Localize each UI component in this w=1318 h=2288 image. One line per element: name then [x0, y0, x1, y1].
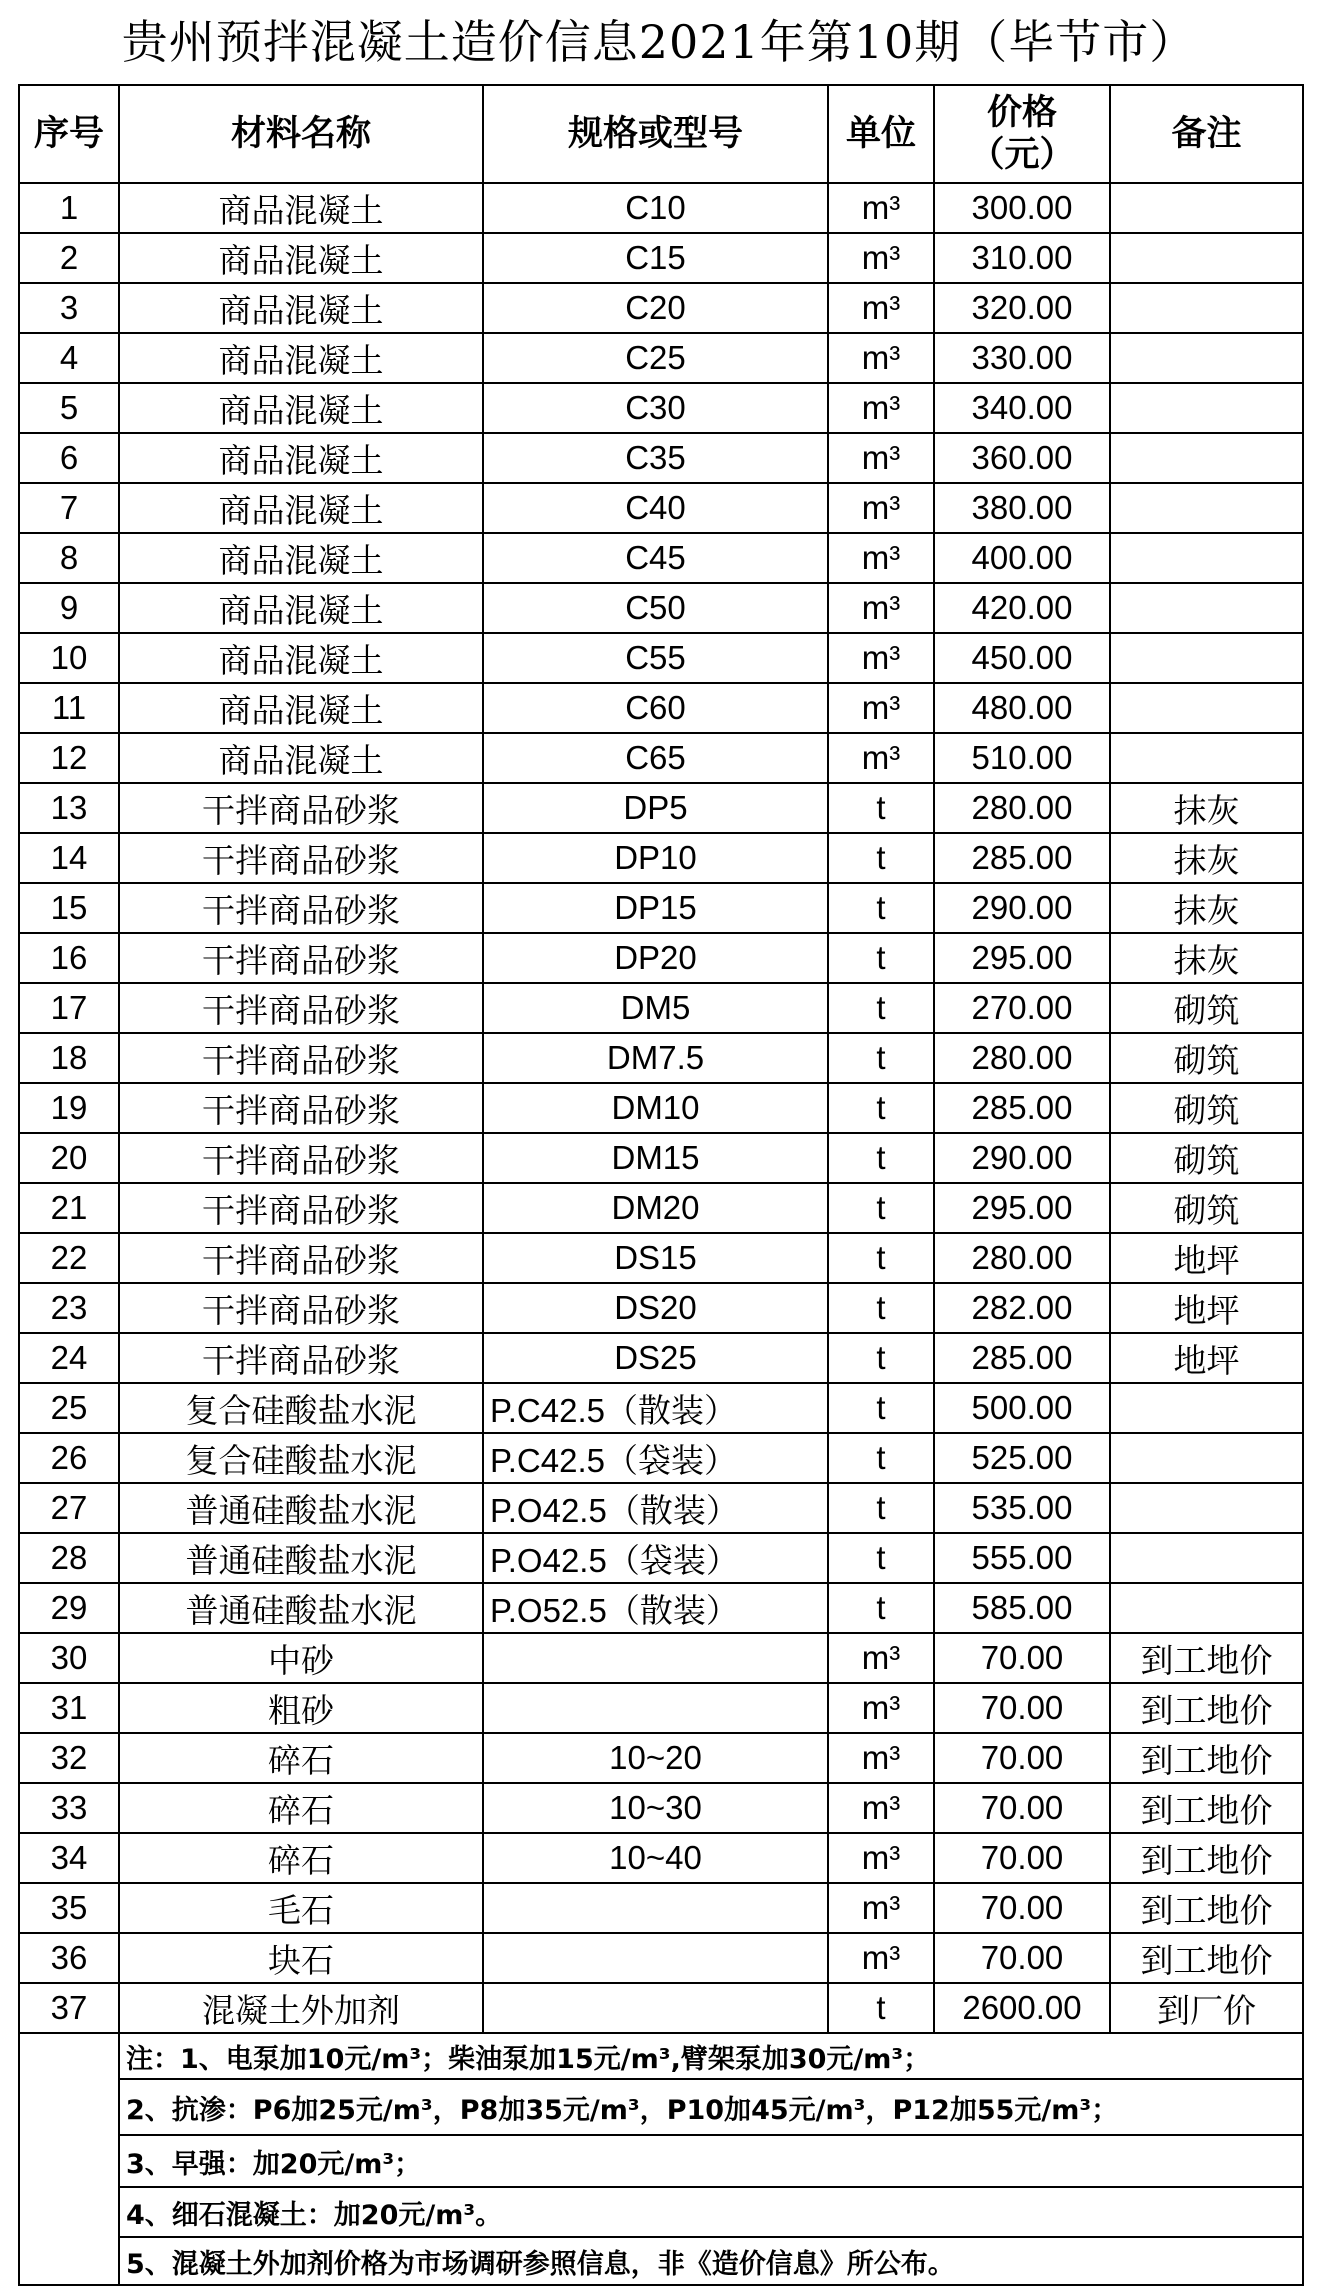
cell-unit: t [828, 1083, 934, 1133]
cell-price: 285.00 [934, 1333, 1110, 1383]
cell-unit: m³ [828, 1633, 934, 1683]
table-row [19, 1933, 1303, 1983]
cell-unit: t [828, 833, 934, 883]
cell-material-name: 粗砂 [119, 1683, 483, 1733]
cell-material-name: 碎石 [119, 1783, 483, 1833]
cell-price: 300.00 [934, 183, 1110, 233]
cell-no: 35 [19, 1883, 119, 1933]
cell-price: 290.00 [934, 883, 1110, 933]
cell-no: 4 [19, 333, 119, 383]
cell-price: 270.00 [934, 983, 1110, 1033]
cell-price: 555.00 [934, 1533, 1110, 1583]
table-row [19, 483, 1303, 533]
cell-material-name: 商品混凝土 [119, 533, 483, 583]
cell-price: 70.00 [934, 1783, 1110, 1833]
cell-material-name: 混凝土外加剂 [119, 1983, 483, 2033]
table-row [19, 583, 1303, 633]
cell-no: 22 [19, 1233, 119, 1283]
cell-remark: 到工地价 [1110, 1733, 1303, 1783]
page-title: 贵州预拌混凝土造价信息2021年第10期（毕节市） [121, 15, 1197, 69]
cell-no: 25 [19, 1383, 119, 1433]
table-row [19, 383, 1303, 433]
cell-unit: m³ [828, 583, 934, 633]
note-1: 注：1、电泵加10元/m³；柴油泵加15元/m³,臂架泵加30元/m³； [119, 2033, 1303, 2079]
cell-remark: 抹灰 [1110, 933, 1303, 983]
cell-material-name: 块石 [119, 1933, 483, 1983]
note-row [19, 2079, 1303, 2135]
cell-no: 6 [19, 433, 119, 483]
cell-spec [483, 1933, 828, 1983]
note-5: 5、混凝土外加剂价格为市场调研参照信息，非《造价信息》所公布。 [119, 2237, 1303, 2285]
cell-spec: C25 [483, 333, 828, 383]
cell-spec: C20 [483, 283, 828, 333]
cell-spec: P.C42.5（散装） [483, 1383, 828, 1433]
table-row [19, 783, 1303, 833]
cell-remark: 抹灰 [1110, 783, 1303, 833]
table-row [19, 633, 1303, 683]
table-row [19, 1283, 1303, 1333]
cell-material-name: 商品混凝土 [119, 683, 483, 733]
cell-spec: P.O42.5（散装） [483, 1483, 828, 1533]
cell-unit: t [828, 1533, 934, 1583]
cell-no: 18 [19, 1033, 119, 1083]
cell-unit: m³ [828, 1883, 934, 1933]
cell-remark: 到工地价 [1110, 1933, 1303, 1983]
cell-material-name: 中砂 [119, 1633, 483, 1683]
cell-no: 1 [19, 183, 119, 233]
note-blank-cell [19, 2033, 119, 2285]
cell-remark: 到工地价 [1110, 1633, 1303, 1683]
table-row [19, 1383, 1303, 1433]
cell-remark: 到工地价 [1110, 1783, 1303, 1833]
cell-spec: 10~40 [483, 1833, 828, 1883]
cell-remark [1110, 283, 1303, 333]
cell-remark: 砌筑 [1110, 1033, 1303, 1083]
cell-spec [483, 1683, 828, 1733]
cell-no: 13 [19, 783, 119, 833]
cell-material-name: 干拌商品砂浆 [119, 883, 483, 933]
cell-material-name: 商品混凝土 [119, 333, 483, 383]
cell-unit: m³ [828, 633, 934, 683]
cell-price: 480.00 [934, 683, 1110, 733]
cell-spec: DM5 [483, 983, 828, 1033]
cell-no: 16 [19, 933, 119, 983]
note-3: 3、早强：加20元/m³； [119, 2135, 1303, 2187]
table-row [19, 833, 1303, 883]
cell-unit: t [828, 1333, 934, 1383]
cell-remark: 砌筑 [1110, 983, 1303, 1033]
cell-price: 280.00 [934, 783, 1110, 833]
cell-no: 23 [19, 1283, 119, 1333]
cell-spec: DP15 [483, 883, 828, 933]
cell-material-name: 干拌商品砂浆 [119, 1233, 483, 1283]
cell-spec: C50 [483, 583, 828, 633]
cell-price: 510.00 [934, 733, 1110, 783]
cell-material-name: 干拌商品砂浆 [119, 833, 483, 883]
cell-unit: m³ [828, 483, 934, 533]
header-remark: 备注 [1110, 85, 1303, 183]
cell-remark [1110, 383, 1303, 433]
note-row [19, 2033, 1303, 2079]
cell-unit: m³ [828, 1683, 934, 1733]
cell-unit: m³ [828, 533, 934, 583]
cell-remark [1110, 583, 1303, 633]
table-row [19, 933, 1303, 983]
cell-spec [483, 1983, 828, 2033]
cell-material-name: 干拌商品砂浆 [119, 1333, 483, 1383]
header-unit: 单位 [828, 85, 934, 183]
cell-remark [1110, 533, 1303, 583]
cell-remark [1110, 1583, 1303, 1633]
cell-unit: m³ [828, 183, 934, 233]
cell-remark [1110, 1533, 1303, 1583]
table-row [19, 1733, 1303, 1783]
cell-material-name: 干拌商品砂浆 [119, 783, 483, 833]
cell-spec: C30 [483, 383, 828, 433]
table-row [19, 433, 1303, 483]
cell-unit: m³ [828, 1833, 934, 1883]
cell-spec: DM7.5 [483, 1033, 828, 1083]
cell-material-name: 复合硅酸盐水泥 [119, 1433, 483, 1483]
cell-no: 14 [19, 833, 119, 883]
cell-no: 8 [19, 533, 119, 583]
cell-spec: DM20 [483, 1183, 828, 1233]
cell-remark: 到工地价 [1110, 1683, 1303, 1733]
cell-remark [1110, 1433, 1303, 1483]
cell-unit: t [828, 1383, 934, 1433]
cell-unit: m³ [828, 283, 934, 333]
table-row [19, 1983, 1303, 2033]
cell-spec: P.O52.5（散装） [483, 1583, 828, 1633]
cell-no: 17 [19, 983, 119, 1033]
cell-material-name: 干拌商品砂浆 [119, 1183, 483, 1233]
note-4: 4、细石混凝土：加20元/m³。 [119, 2187, 1303, 2237]
cell-unit: m³ [828, 1783, 934, 1833]
cell-price: 535.00 [934, 1483, 1110, 1533]
cell-unit: t [828, 883, 934, 933]
table-row [19, 1583, 1303, 1633]
table-row [19, 1833, 1303, 1883]
cell-material-name: 干拌商品砂浆 [119, 1133, 483, 1183]
cell-remark: 地坪 [1110, 1283, 1303, 1333]
cell-spec: C55 [483, 633, 828, 683]
cell-price: 280.00 [934, 1033, 1110, 1083]
cell-remark: 到厂价 [1110, 1983, 1303, 2033]
cell-material-name: 普通硅酸盐水泥 [119, 1583, 483, 1633]
cell-price: 2600.00 [934, 1983, 1110, 2033]
cell-material-name: 碎石 [119, 1733, 483, 1783]
cell-remark [1110, 433, 1303, 483]
cell-price: 70.00 [934, 1883, 1110, 1933]
table-row [19, 283, 1303, 333]
cell-price: 450.00 [934, 633, 1110, 683]
cell-price: 290.00 [934, 1133, 1110, 1183]
header-name: 材料名称 [119, 85, 483, 183]
cell-unit: t [828, 1283, 934, 1333]
table-row [19, 1083, 1303, 1133]
cell-remark [1110, 233, 1303, 283]
cell-remark: 砌筑 [1110, 1183, 1303, 1233]
cell-price: 70.00 [934, 1833, 1110, 1883]
cell-no: 21 [19, 1183, 119, 1233]
cell-remark [1110, 183, 1303, 233]
cell-spec: DM10 [483, 1083, 828, 1133]
cell-material-name: 商品混凝土 [119, 383, 483, 433]
cell-material-name: 干拌商品砂浆 [119, 933, 483, 983]
cell-price: 360.00 [934, 433, 1110, 483]
table-row [19, 1883, 1303, 1933]
table-row [19, 1683, 1303, 1733]
cell-spec: DP10 [483, 833, 828, 883]
cell-unit: t [828, 1983, 934, 2033]
cell-spec: C45 [483, 533, 828, 583]
cell-no: 37 [19, 1983, 119, 2033]
table-row [19, 683, 1303, 733]
cell-price: 585.00 [934, 1583, 1110, 1633]
cell-remark [1110, 1383, 1303, 1433]
cell-material-name: 干拌商品砂浆 [119, 1283, 483, 1333]
cell-remark: 地坪 [1110, 1333, 1303, 1383]
cell-spec: P.C42.5（袋装） [483, 1433, 828, 1483]
header-no: 序号 [19, 85, 119, 183]
cell-unit: t [828, 1233, 934, 1283]
cell-no: 10 [19, 633, 119, 683]
cell-price: 70.00 [934, 1733, 1110, 1783]
table-row [19, 533, 1303, 583]
cell-price: 310.00 [934, 233, 1110, 283]
cell-material-name: 干拌商品砂浆 [119, 1083, 483, 1133]
cell-remark [1110, 733, 1303, 783]
note-2: 2、抗渗：P6加25元/m³，P8加35元/m³，P10加45元/m³，P12加55元/m³； [119, 2079, 1303, 2135]
cell-material-name: 商品混凝土 [119, 483, 483, 533]
cell-material-name: 商品混凝土 [119, 233, 483, 283]
cell-material-name: 普通硅酸盐水泥 [119, 1483, 483, 1533]
cell-spec: DS15 [483, 1233, 828, 1283]
cell-unit: m³ [828, 333, 934, 383]
cell-no: 30 [19, 1633, 119, 1683]
table-header-row [19, 85, 1303, 183]
cell-unit: t [828, 983, 934, 1033]
table-row [19, 1183, 1303, 1233]
cell-material-name: 干拌商品砂浆 [119, 983, 483, 1033]
table-row [19, 1233, 1303, 1283]
note-row [19, 2237, 1303, 2285]
cell-spec: 10~30 [483, 1783, 828, 1833]
cell-price: 525.00 [934, 1433, 1110, 1483]
cell-remark: 抹灰 [1110, 833, 1303, 883]
cell-price: 320.00 [934, 283, 1110, 333]
cell-spec: DS25 [483, 1333, 828, 1383]
cell-spec [483, 1633, 828, 1683]
cell-spec: DP20 [483, 933, 828, 983]
table-row [19, 1433, 1303, 1483]
cell-price: 282.00 [934, 1283, 1110, 1333]
cell-spec: P.O42.5（袋装） [483, 1533, 828, 1583]
cell-remark: 到工地价 [1110, 1833, 1303, 1883]
cell-unit: t [828, 1433, 934, 1483]
cell-unit: t [828, 1183, 934, 1233]
cell-material-name: 商品混凝土 [119, 583, 483, 633]
cell-no: 36 [19, 1933, 119, 1983]
cell-no: 33 [19, 1783, 119, 1833]
table-row [19, 1533, 1303, 1583]
cell-remark [1110, 483, 1303, 533]
header-price-line2: （元） [969, 135, 1075, 175]
table-row [19, 1033, 1303, 1083]
cell-no: 11 [19, 683, 119, 733]
cell-spec: C15 [483, 233, 828, 283]
cell-no: 32 [19, 1733, 119, 1783]
cell-material-name: 碎石 [119, 1833, 483, 1883]
table-row [19, 1333, 1303, 1383]
cell-remark: 地坪 [1110, 1233, 1303, 1283]
cell-material-name: 复合硅酸盐水泥 [119, 1383, 483, 1433]
cell-material-name: 干拌商品砂浆 [119, 1033, 483, 1083]
table-row [19, 1133, 1303, 1183]
cell-price: 285.00 [934, 833, 1110, 883]
cell-price: 70.00 [934, 1683, 1110, 1733]
cell-unit: m³ [828, 433, 934, 483]
cell-price: 330.00 [934, 333, 1110, 383]
cell-price: 70.00 [934, 1633, 1110, 1683]
cell-price: 285.00 [934, 1083, 1110, 1133]
cell-no: 12 [19, 733, 119, 783]
cell-remark: 砌筑 [1110, 1083, 1303, 1133]
cell-spec: C65 [483, 733, 828, 783]
cell-material-name: 商品混凝土 [119, 633, 483, 683]
cell-unit: t [828, 783, 934, 833]
cell-spec: C40 [483, 483, 828, 533]
table-row [19, 333, 1303, 383]
cell-no: 24 [19, 1333, 119, 1383]
cell-unit: t [828, 1033, 934, 1083]
cell-no: 19 [19, 1083, 119, 1133]
cell-spec: C10 [483, 183, 828, 233]
table-row [19, 1483, 1303, 1533]
cell-material-name: 商品混凝土 [119, 433, 483, 483]
cell-unit: t [828, 1133, 934, 1183]
table-body [19, 183, 1303, 2285]
cell-remark: 抹灰 [1110, 883, 1303, 933]
table-row [19, 733, 1303, 783]
cell-material-name: 商品混凝土 [119, 283, 483, 333]
table-row [19, 1783, 1303, 1833]
table-row [19, 183, 1303, 233]
cell-spec: 10~20 [483, 1733, 828, 1783]
cell-price: 400.00 [934, 533, 1110, 583]
cell-price: 340.00 [934, 383, 1110, 433]
table-row [19, 233, 1303, 283]
cell-no: 5 [19, 383, 119, 433]
cell-unit: m³ [828, 1933, 934, 1983]
cell-price: 380.00 [934, 483, 1110, 533]
cell-unit: t [828, 933, 934, 983]
cell-spec [483, 1883, 828, 1933]
price-table [18, 84, 1304, 2286]
cell-spec: DP5 [483, 783, 828, 833]
cell-spec: C35 [483, 433, 828, 483]
cell-spec: DS20 [483, 1283, 828, 1333]
cell-price: 295.00 [934, 933, 1110, 983]
cell-unit: m³ [828, 1733, 934, 1783]
cell-no: 26 [19, 1433, 119, 1483]
cell-remark: 到工地价 [1110, 1883, 1303, 1933]
cell-no: 29 [19, 1583, 119, 1633]
table-row [19, 983, 1303, 1033]
cell-price: 295.00 [934, 1183, 1110, 1233]
cell-unit: m³ [828, 733, 934, 783]
cell-material-name: 商品混凝土 [119, 183, 483, 233]
cell-remark [1110, 633, 1303, 683]
cell-remark [1110, 1483, 1303, 1533]
cell-unit: m³ [828, 233, 934, 283]
cell-spec: C60 [483, 683, 828, 733]
cell-no: 3 [19, 283, 119, 333]
cell-no: 15 [19, 883, 119, 933]
header-spec: 规格或型号 [483, 85, 828, 183]
cell-remark: 砌筑 [1110, 1133, 1303, 1183]
cell-no: 34 [19, 1833, 119, 1883]
cell-price: 280.00 [934, 1233, 1110, 1283]
cell-no: 7 [19, 483, 119, 533]
cell-no: 20 [19, 1133, 119, 1183]
cell-unit: m³ [828, 383, 934, 433]
header-price [934, 85, 1110, 183]
cell-spec: DM15 [483, 1133, 828, 1183]
cell-price: 500.00 [934, 1383, 1110, 1433]
cell-no: 28 [19, 1533, 119, 1583]
cell-no: 31 [19, 1683, 119, 1733]
cell-remark [1110, 683, 1303, 733]
cell-no: 2 [19, 233, 119, 283]
note-row [19, 2135, 1303, 2187]
table-row [19, 883, 1303, 933]
cell-material-name: 普通硅酸盐水泥 [119, 1533, 483, 1583]
table-row [19, 1633, 1303, 1683]
cell-material-name: 商品混凝土 [119, 733, 483, 783]
cell-no: 27 [19, 1483, 119, 1533]
cell-unit: m³ [828, 683, 934, 733]
cell-price: 70.00 [934, 1933, 1110, 1983]
cell-unit: t [828, 1583, 934, 1633]
note-row [19, 2187, 1303, 2237]
header-price-line1: 价格 [986, 93, 1057, 133]
cell-remark [1110, 333, 1303, 383]
cell-material-name: 毛石 [119, 1883, 483, 1933]
cell-no: 9 [19, 583, 119, 633]
cell-unit: t [828, 1483, 934, 1533]
cell-price: 420.00 [934, 583, 1110, 633]
